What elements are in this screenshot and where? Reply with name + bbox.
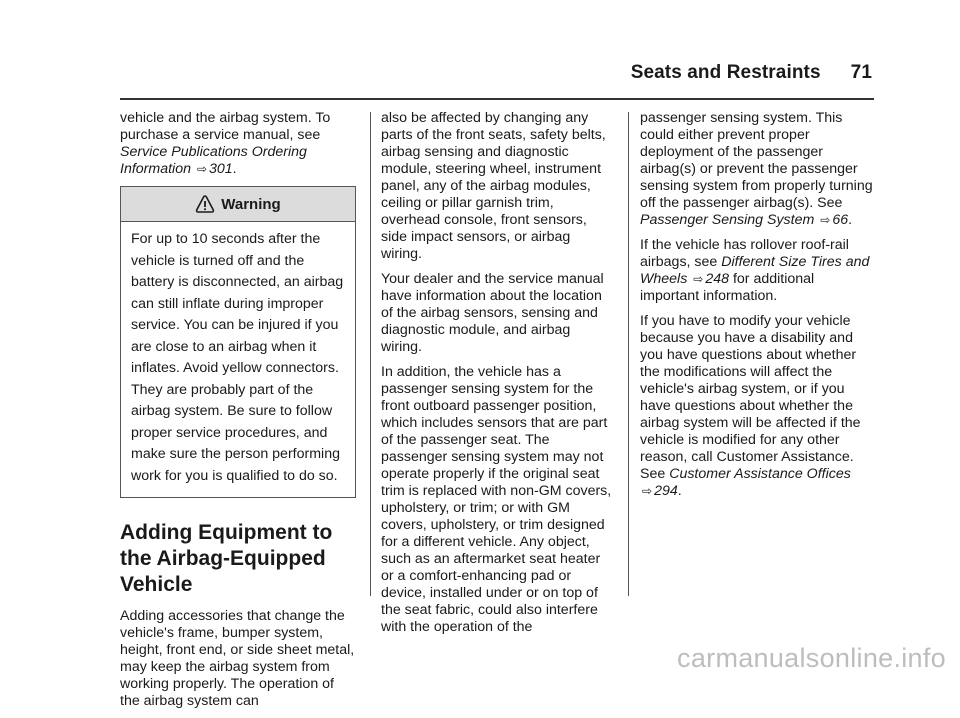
section-heading: Adding Equipment to the Airbag-Equipped Vehicle xyxy=(120,521,333,596)
section-title: Seats and Restraints xyxy=(630,62,821,83)
watermark: carmanualsonline.info xyxy=(677,643,946,673)
xref-page[interactable]: 294 xyxy=(654,483,678,499)
xref-page[interactable]: 301 xyxy=(209,161,233,177)
header-rule xyxy=(120,98,874,100)
column-1 xyxy=(120,110,356,718)
intro-paragraph: vehicle and the airbag system. To purchase a service manual, see Service Publications Ordering Information ⇨ 301. xyxy=(120,110,331,177)
xref-arrow-icon: ⇨ xyxy=(693,272,704,286)
body-paragraph: If you have to modify your vehicle because you have a disability and you have questions about whether the modifications will affect the vehicle's airbag system, or if you have questions about whether the airbag system will be affected if the vehicle is modified for any other reason, call Customer Assistance. See Customer Assistance Offices ⇨ 294. xyxy=(640,313,861,499)
warning-icon xyxy=(195,194,215,214)
xref-arrow-icon: ⇨ xyxy=(642,484,653,498)
body-paragraph: passenger sensing system. This could either prevent proper deployment of the passenger airbag(s) or prevent the passenger sensing system from properly turning off the passenger airbag(s). See Passenger Sensing System ⇨ 66. xyxy=(640,110,873,228)
body-paragraph: also be affected by changing any parts of the front seats, safety belts, airbag sensing and diagnostic module, steering wheel, instrument panel, any of the airbag modules, ceiling or pillar garnish trim, overhead console, front sensors, side impact sensors, or airbag wiring. xyxy=(381,110,606,262)
warning-box xyxy=(120,186,356,498)
xref-page[interactable]: 248 xyxy=(705,271,729,287)
column-divider xyxy=(370,112,371,596)
body-paragraph: In addition, the vehicle has a passenger sensing system for the front outboard passenger position, which includes sensors that are part of the passenger seat. The passenger sensing system may not operate properly if the original seat trim is replaced with non-GM covers, upholstery, or trim; or with GM covers, upholstery, or trim designed for a different vehicle. Any object, such as an aftermarket seat heater or a comfort-enhancing pad or device, installed under or on top of the seat fabric, could also interfere with the operation of the xyxy=(381,364,612,635)
page-number: 71 xyxy=(850,62,872,83)
column-3 xyxy=(640,110,874,508)
xref-arrow-icon: ⇨ xyxy=(196,162,207,176)
xref-link[interactable]: Passenger Sensing System xyxy=(640,212,815,228)
body-paragraph: Your dealer and the service manual have information about the location of the airbag sensors, sensing and diagnostic module, and airbag wiring. xyxy=(381,271,604,355)
xref-page[interactable]: 66 xyxy=(832,212,849,228)
column-divider xyxy=(628,112,629,596)
xref-arrow-icon: ⇨ xyxy=(820,213,831,227)
column-2 xyxy=(381,110,615,644)
warning-text: For up to 10 seconds after the vehicle is turned off and the battery is disconnected, an airbag can still inflate during improper service. You can be injured if you are close to an airbag when it inflates. Avoid yellow connectors. They are probably part of the airbag system. Be sure to follow proper service procedures, and make sure the person performing work for you is qualified to do so. xyxy=(131,231,344,484)
body-paragraph: Adding accessories that change the vehicle's frame, bumper system, height, front end, or side sheet metal, may keep the airbag system from working properly. The operation of the airbag system can xyxy=(120,608,355,709)
xref-link[interactable]: Service Publications Ordering Information xyxy=(120,144,307,177)
xref-link[interactable]: Customer Assistance Offices xyxy=(669,466,851,482)
warning-title: Warning xyxy=(221,195,281,213)
xref-link[interactable]: Different Size Tires and Wheels xyxy=(640,254,870,287)
body-paragraph: If the vehicle has rollover roof-rail airbags, see Different Size Tires and Wheels ⇨ 248 for additional important information. xyxy=(640,237,870,304)
page-header xyxy=(631,62,872,84)
warning-header xyxy=(121,187,355,222)
